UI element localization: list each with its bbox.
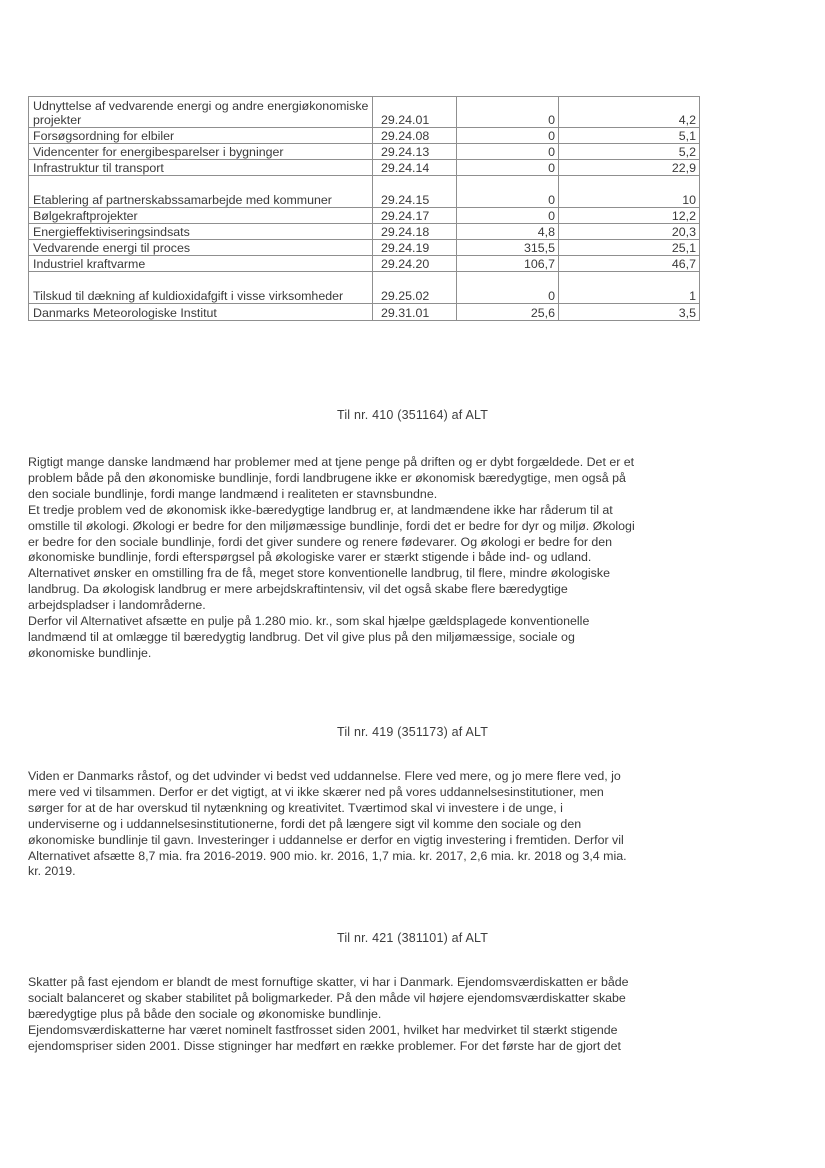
row-code: 29.24.08: [373, 128, 457, 144]
text-line: landmænd til at omlægge til bæredygtig landbrug. Det vil give plus på den miljømæssige, sociale og: [28, 629, 575, 644]
row-value-2: 12,2: [559, 208, 700, 224]
row-value-2: 46,7: [559, 256, 700, 272]
row-code: 29.31.01: [373, 304, 457, 321]
row-label: Videncenter for energibesparelser i bygninger: [29, 144, 373, 160]
row-code: 29.24.14: [373, 160, 457, 176]
row-value-1: 4,8: [457, 224, 559, 240]
row-value-1: 0: [457, 176, 559, 208]
row-value-2: 5,1: [559, 128, 700, 144]
table-row: [29, 144, 700, 160]
row-value-1: 25,6: [457, 304, 559, 321]
text-line: sørger for at de har overskud til nytænkning og kreativitet. Tværtimod skal vi investere i de unge, i: [28, 800, 563, 815]
text-line: arbejdspladser i landområderne.: [28, 598, 206, 613]
row-value-1: 0: [457, 144, 559, 160]
text-line: er bedre for den sociale bundlinje, fordi det giver sundere og renere fødevarer. Og økologi er bedre for den: [28, 534, 613, 549]
text-line: Rigtigt mange danske landmænd har problemer med at tjene penge på driften og er dybt forgældede. Det er et: [28, 455, 635, 469]
section-heading: Til nr. 421 (381101) af ALT: [336, 931, 489, 945]
row-value-2: 4,2: [559, 97, 700, 128]
row-label: Industriel kraftvarme: [29, 256, 373, 272]
row-label: Etablering af partnerskabssamarbejde med kommuner: [29, 176, 373, 208]
text-line: Alternativet afsætte 8,7 mia. fra 2016-2019. 900 mio. kr. 2016, 1,7 mia. kr. 2017, 2,6 mia. kr. 2018 og 3,4 mia.: [28, 848, 627, 863]
text-line: bæredygtige plus på både den sociale og økonomiske bundlinje.: [28, 1006, 382, 1021]
table-row: [29, 304, 700, 321]
row-value-1: 0: [457, 160, 559, 176]
row-label: Udnyttelse af vedvarende energi og andre energiøkonomiske projekter: [29, 97, 373, 128]
row-value-1: 0: [457, 97, 559, 128]
row-value-1: 0: [457, 128, 559, 144]
text-line: landbrug. Da økologisk landbrug er mere arbejdskraftintensiv, vil det også skabe flere bæredygtige: [28, 582, 568, 597]
budget-table: [28, 96, 700, 321]
row-value-2: 25,1: [559, 240, 700, 256]
table-row: [29, 176, 700, 208]
row-code: 29.24.01: [373, 97, 457, 128]
text-line: mere ved vi tilsammen. Derfor er det vigtigt, at vi ikke skærer ned på vores uddannelsesinstitutioner, men: [28, 784, 604, 799]
row-code: 29.24.15: [373, 176, 457, 208]
row-code: 29.24.20: [373, 256, 457, 272]
text-line: socialt balanceret og skaber stabilitet på boligmarkeder. På den måde vil højere ejendomsværdiskatter skabe: [28, 990, 626, 1005]
row-value-1: 0: [457, 208, 559, 224]
row-code: 29.25.02: [373, 272, 457, 304]
text-line: Derfor vil Alternativet afsætte en pulje på 1.280 mio. kr., som skal hjælpe gældsplagede konventionelle: [28, 614, 590, 629]
row-code: 29.24.18: [373, 224, 457, 240]
table-row: [29, 272, 700, 304]
row-value-2: 22,9: [559, 160, 700, 176]
text-line: kr. 2019.: [28, 864, 76, 879]
row-value-2: 1: [559, 272, 700, 304]
text-line: Skatter på fast ejendom er blandt de mest fornuftige skatter, vi har i Danmark. Ejendomsværdiskatten er både: [28, 975, 629, 989]
section-body: [28, 455, 700, 662]
text-line: Alternativet ønsker en omstilling fra de få, meget store konventionelle landbrug, til flere, mindre økologiske: [28, 566, 610, 581]
text-line: økonomiske bundlinje.: [28, 645, 152, 660]
row-label: Danmarks Meteorologiske Institut: [29, 304, 373, 321]
table-row: [29, 208, 700, 224]
row-value-2: 3,5: [559, 304, 700, 321]
text-line: Ejendomsværdiskatterne har været nominelt fastfrosset siden 2001, hvilket har medvirket til stærkt stigende: [28, 1022, 618, 1037]
table-row: [29, 160, 700, 176]
row-label: Tilskud til dækning af kuldioxidafgift i visse virksomheder: [29, 272, 373, 304]
table-row: [29, 240, 700, 256]
table-row: [29, 97, 700, 128]
section-heading: Til nr. 419 (351173) af ALT: [336, 725, 489, 739]
row-label: Energieffektiviseringsindsats: [29, 224, 373, 240]
table-row: [29, 256, 700, 272]
text-line: problem både på den økonomiske bundlinje, fordi landbrugene ikke er økonomisk bæredygtige, men også på: [28, 470, 626, 485]
text-line: den sociale bundlinje, fordi mange landmænd i realiteten er stavnsbundne.: [28, 486, 438, 501]
section-heading: Til nr. 410 (351164) af ALT: [336, 408, 489, 422]
text-line: underviserne og i uddannelsesinstitutionerne, fordi det på længere sigt vil komme den sociale og den: [28, 816, 582, 831]
row-label: Infrastruktur til transport: [29, 160, 373, 176]
table-row: [29, 128, 700, 144]
row-value-2: 20,3: [559, 224, 700, 240]
row-value-2: 10: [559, 176, 700, 208]
row-value-1: 315,5: [457, 240, 559, 256]
table-row: [29, 224, 700, 240]
row-code: 29.24.17: [373, 208, 457, 224]
text-line: omstille til økologi. Økologi er bedre for den miljømæssige bundlinje, fordi det er bedre for dyr og miljø. Økologi: [28, 518, 635, 533]
section-body: [28, 975, 700, 1055]
row-label: Vedvarende energi til proces: [29, 240, 373, 256]
row-label: Forsøgsordning for elbiler: [29, 128, 373, 144]
text-line: Viden er Danmarks råstof, og det udvinder vi bedst ved uddannelse. Flere ved mere, og jo mere flere ved, jo: [28, 769, 621, 783]
text-line: ejendomspriser siden 2001. Disse stigninger har medført en række problemer. For det første har de gjort det: [28, 1038, 621, 1053]
section-body: [28, 769, 700, 880]
row-label: Bølgekraftprojekter: [29, 208, 373, 224]
row-value-2: 5,2: [559, 144, 700, 160]
row-code: 29.24.13: [373, 144, 457, 160]
text-line: økonomiske bundlinje, fordi efterspørgsel på økologiske varer er stærkt stigende i både ind- og udland.: [28, 550, 592, 565]
text-line: Et tredje problem ved de økonomisk ikke-bæredygtige landbrug er, at landmændene ikke har råderum til at: [28, 502, 613, 517]
text-line: økonomiske bundlinje til gavn. Investeringer i uddannelse er derfor en vigtig investering i fremtiden. Derfor vil: [28, 832, 624, 847]
row-value-1: 106,7: [457, 256, 559, 272]
row-code: 29.24.19: [373, 240, 457, 256]
row-value-1: 0: [457, 272, 559, 304]
